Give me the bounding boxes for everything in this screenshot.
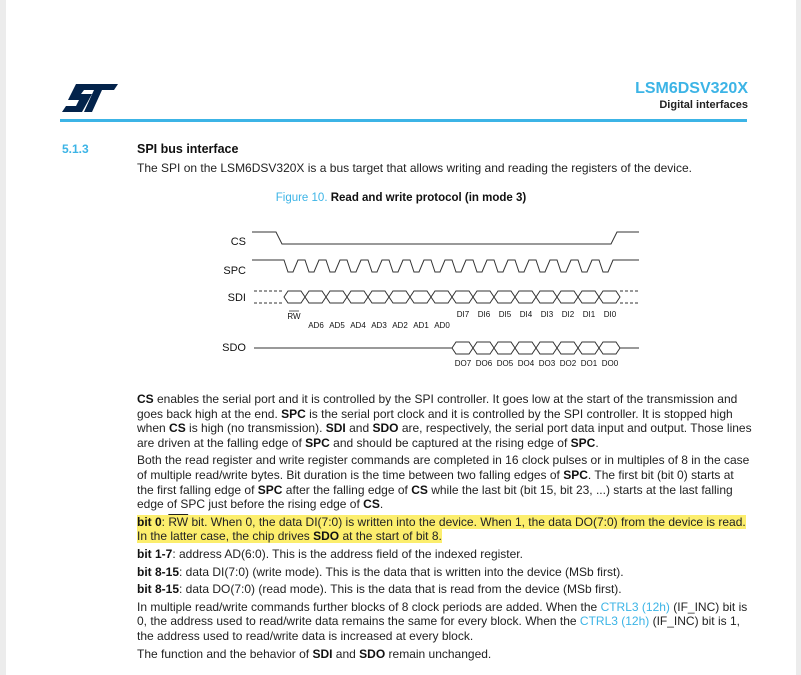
- term-sdi: SDI: [312, 646, 333, 661]
- di-bit-label: DI5: [498, 310, 512, 319]
- bus-idle-line: [620, 291, 639, 303]
- do-bit-label: DO0: [601, 359, 619, 368]
- text-span: .: [379, 497, 384, 512]
- ad-bit-label: AD0: [434, 321, 450, 330]
- text-span: and should be captured at the rising edge of: [329, 435, 571, 450]
- header-rule: [60, 119, 747, 122]
- text-span: . The first bit (bit 0) starts at the first falling edge of: [137, 467, 734, 497]
- ad-bit-label: AD6: [308, 321, 324, 330]
- sdo-waveform: [254, 342, 639, 354]
- ad-bit-label: AD2: [392, 321, 408, 330]
- ad-bit-labels: [308, 321, 450, 330]
- cs-waveform: [252, 232, 639, 244]
- term-bit0: bit 0: [137, 514, 162, 529]
- text-span: In multiple read/write commands further blocks of 8 clock periods are added. When the: [137, 599, 601, 614]
- text-span: enables the serial port and it is controlled by the SPI controller. It goes low at the start of the transmission and goes back high at the end.: [137, 392, 738, 421]
- spc-signal-label: SPC: [223, 265, 246, 277]
- text-span: : data DO(7:0) (read mode). This is the data that is read from the device (MSb first).: [179, 582, 622, 597]
- term-bits: bit 1-7: [137, 546, 173, 561]
- text-span: are, respectively, the serial port data input and output. Those lines are driven at the falling edge of: [137, 421, 752, 450]
- rw-bit-label: RW: [287, 312, 301, 321]
- text-span: The function and the behavior of: [137, 646, 313, 661]
- paragraph-bits-8-15-read: [137, 582, 752, 597]
- term-cs: CS: [169, 421, 186, 436]
- paragraph-bit0-highlighted: [137, 515, 752, 544]
- bus-idle-line: [254, 291, 284, 303]
- di-bit-label: DI7: [456, 310, 470, 319]
- text-span: remain unchanged.: [385, 646, 492, 661]
- text-span: .: [595, 435, 599, 450]
- text-span: and: [332, 646, 360, 661]
- term-spc: SPC: [257, 482, 283, 497]
- body-text: [137, 392, 752, 664]
- text-span: while the last bit (bit 15, bit 23, ...) starts at the last falling edge of SPC just before the rising edge of: [137, 482, 733, 512]
- term-spc: SPC: [563, 467, 588, 482]
- text-span: Both the read register and write register commands are completed in 16 clock pulses or in multiples of 8 in the case of multiple read/write bytes. Bit duration is the time between two falling edges of: [137, 453, 750, 482]
- do-bit-labels: [455, 359, 619, 368]
- text-span: and: [345, 421, 373, 436]
- paragraph-timing: [137, 453, 752, 511]
- rw-term: $\overline{RW}$: [168, 514, 189, 529]
- term-cs: CS: [363, 497, 380, 512]
- document-subtitle: Digital interfaces: [659, 99, 748, 111]
- st-logo-icon: [62, 82, 118, 114]
- highlight: [137, 515, 746, 544]
- term-spc: SPC: [570, 435, 596, 450]
- do-bit-label: DO5: [496, 359, 514, 368]
- paragraph-bits-8-15-write: [137, 565, 752, 580]
- ctrl3-register-link[interactable]: CTRL3 (12h): [600, 599, 670, 614]
- term-sdo: SDO: [313, 529, 340, 544]
- text-span: (IF_INC) bit is 0, the address used to read/write data remains the same for every block. When the: [137, 599, 748, 629]
- term-sdo: SDO: [372, 421, 399, 436]
- ad-bit-label: AD4: [350, 321, 366, 330]
- spc-waveform: [252, 260, 639, 272]
- paragraph-unchanged: [137, 647, 752, 662]
- text-span: is the serial port clock and it is controlled by the SPI controller. It is stopped high when: [137, 406, 733, 436]
- text-span: :: [161, 514, 169, 529]
- do-bit-label: DO4: [517, 359, 535, 368]
- text-span: after the falling edge of: [282, 482, 412, 497]
- section-title: SPI bus interface: [137, 142, 239, 156]
- do-bit-label: DO6: [475, 359, 493, 368]
- term-spc: SPC: [281, 406, 306, 421]
- paragraph-signals: [137, 392, 752, 450]
- do-bit-label: DO1: [580, 359, 598, 368]
- ad-bit-label: AD1: [413, 321, 429, 330]
- figure-title: Read and write protocol (in mode 3): [330, 192, 527, 204]
- spi-timing-diagram: [6, 224, 796, 369]
- text-span: : data DI(7:0) (write mode). This is the data that is written into the device (MSb first).: [179, 564, 624, 579]
- di-bit-label: DI3: [540, 310, 554, 319]
- term-sdo: SDO: [359, 646, 386, 661]
- figure-caption: [6, 192, 796, 204]
- do-bit-label: DO7: [454, 359, 472, 368]
- text-span: : address AD(6:0). This is the address field of the indexed register.: [172, 546, 523, 561]
- document-title: LSM6DSV320X: [635, 80, 748, 97]
- term-bits: bit 8-15: [137, 564, 180, 579]
- term-cs: CS: [137, 392, 154, 406]
- bit-cells: [284, 291, 620, 303]
- term-sdi: SDI: [325, 421, 346, 436]
- di-bit-label: DI4: [519, 310, 533, 319]
- cs-signal-label: CS: [230, 236, 246, 248]
- sdo-signal-label: SDO: [222, 342, 246, 354]
- paragraph-multiple-rw: [137, 600, 752, 644]
- term-cs: CS: [411, 482, 428, 497]
- ad-bit-label: AD5: [329, 321, 345, 330]
- section-intro: The SPI on the LSM6DSV320X is a bus target that allows writing and reading the registers of the device.: [137, 161, 692, 175]
- sdi-signal-label: SDI: [227, 292, 246, 304]
- text-span: bit. When 0, the data DI(7:0) is written into the device. When 1, the data DO(7:0) from the device is read. In the latter case, the chip drives: [137, 514, 746, 544]
- di-bit-label: DI0: [603, 310, 617, 319]
- term-spc: SPC: [305, 435, 330, 450]
- ad-bit-label: AD3: [371, 321, 387, 330]
- figure-label: Figure 10.: [275, 192, 328, 204]
- do-bit-label: DO2: [559, 359, 577, 368]
- di-bit-label: DI6: [477, 310, 491, 319]
- text-span: (IF_INC) bit is 1, the address used to read/write data is increased at every block.: [137, 614, 740, 643]
- di-bit-label: DI2: [561, 310, 575, 319]
- di-bit-labels: [457, 310, 617, 319]
- text-span: at the start of bit 8.: [339, 529, 442, 544]
- term-bits: bit 8-15: [137, 582, 180, 597]
- do-bit-label: DO3: [538, 359, 556, 368]
- paragraph-bits-1-7: [137, 547, 752, 562]
- bit-cells: [452, 342, 620, 354]
- di-bit-label: DI1: [582, 310, 596, 319]
- document-page: [6, 0, 796, 675]
- text-span: is high (no transmission).: [185, 421, 326, 436]
- section-number: 5.1.3: [62, 142, 89, 156]
- sdi-waveform: [254, 291, 639, 303]
- ctrl3-register-link[interactable]: CTRL3 (12h): [579, 614, 650, 629]
